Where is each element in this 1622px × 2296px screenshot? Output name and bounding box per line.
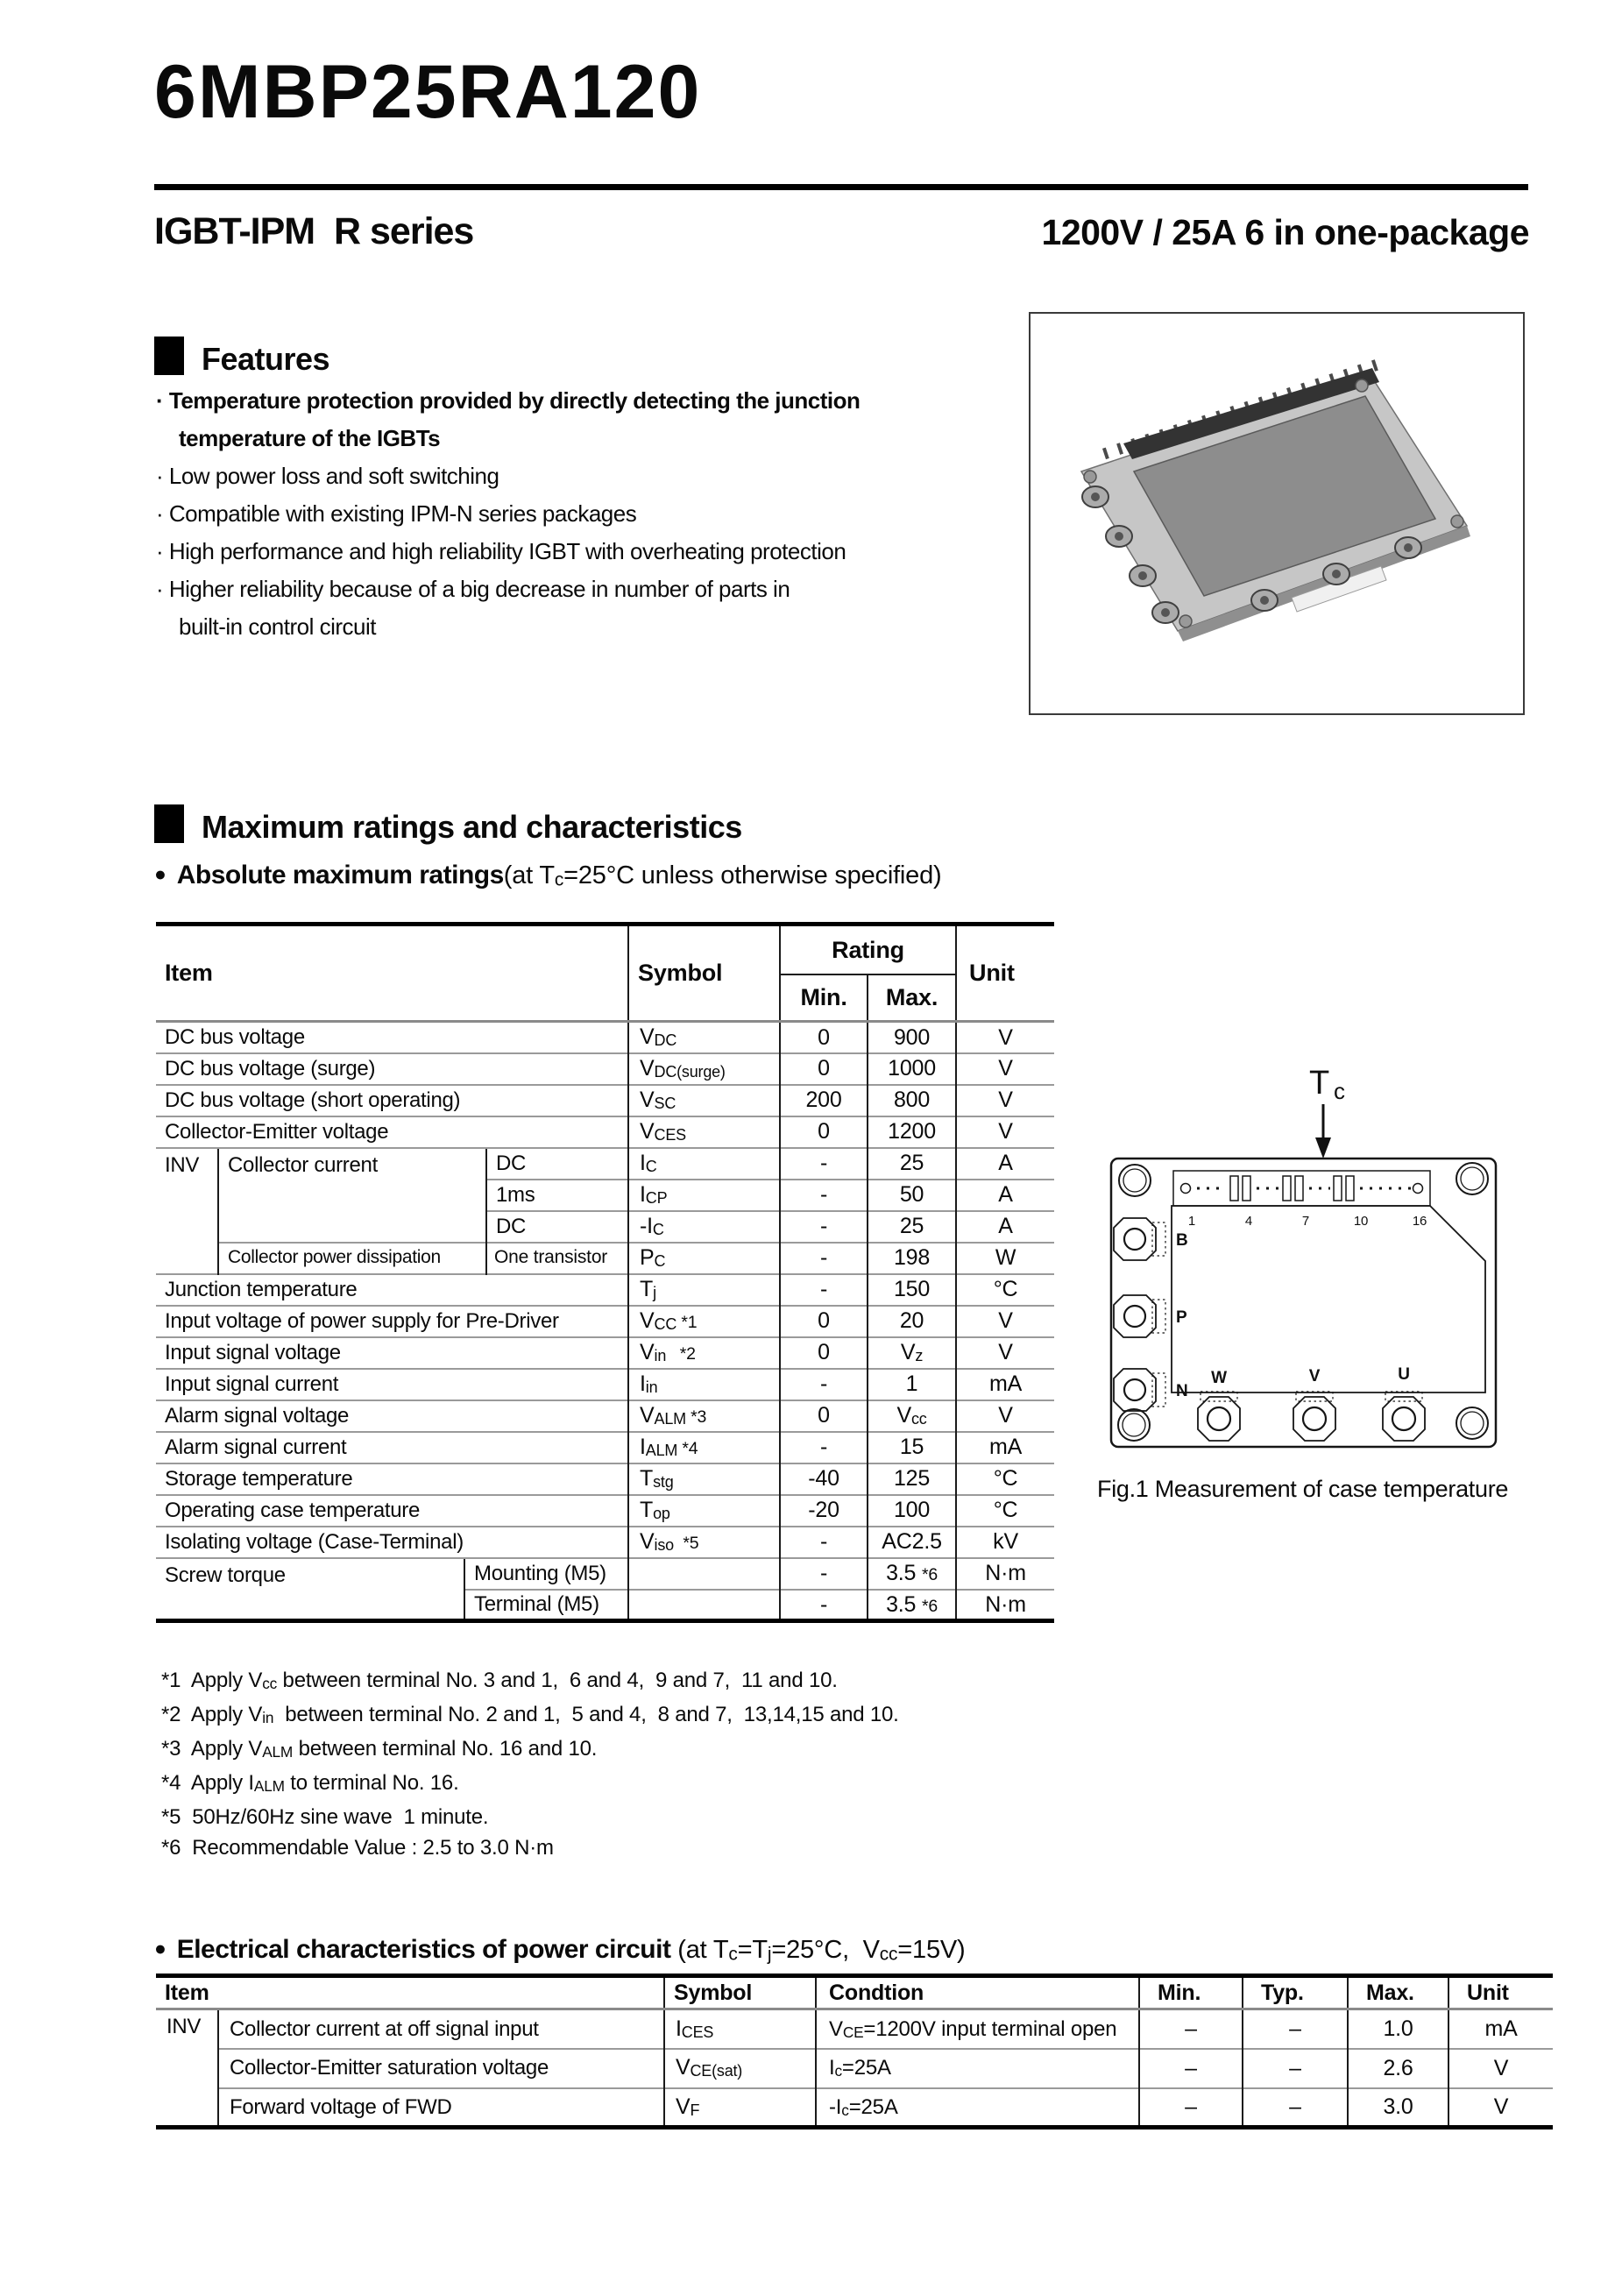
table-cell: - — [780, 1148, 868, 1180]
table-cell: 3.5 *6 — [868, 1590, 956, 1621]
table-cell: V — [956, 1116, 1054, 1148]
column-header-symbol: Symbol — [628, 925, 780, 1022]
table-row — [156, 1558, 1054, 1590]
table-cell: Top — [628, 1495, 780, 1527]
footnote: *6 Recommendable Value : 2.5 to 3.0 N·m — [161, 1836, 554, 1860]
table-row — [156, 1243, 1054, 1274]
table-cell: – — [1139, 2009, 1243, 2049]
fig1-drawing — [1085, 1039, 1576, 1478]
table-cell: V — [956, 1337, 1054, 1369]
footnote: *2 Apply Vin between terminal No. 2 and 1, 5 and 4, 8 and 7, 13,14,15 and 10. — [161, 1703, 899, 1727]
tc-annotation — [1309, 1065, 1345, 1159]
table-row — [156, 1148, 1054, 1180]
max-ratings-heading: Maximum ratings and characteristics — [202, 809, 742, 845]
table-cell: °C — [956, 1495, 1054, 1527]
table-cell: Input voltage of power supply for Pre-Driver — [156, 1306, 628, 1337]
table-cell: 150 — [868, 1274, 956, 1306]
table-cell: DC — [486, 1148, 628, 1180]
table-cell: Viso *5 — [628, 1527, 780, 1558]
column-header-max: Max. — [868, 974, 956, 1022]
table-cell: 20 — [868, 1306, 956, 1337]
footnote: *1 Apply Vcc between terminal No. 3 and 1, 6 and 4, 9 and 7, 11 and 10. — [161, 1669, 838, 1693]
feature-item: · Higher reliability because of a big decrease in number of parts in — [156, 576, 790, 602]
tc-label-sub: c — [1334, 1078, 1345, 1104]
table-cell: 125 — [868, 1463, 956, 1495]
table-cell: - — [780, 1369, 868, 1400]
table-cell: Operating case temperature — [156, 1495, 628, 1527]
feature-item: temperature of the IGBTs — [179, 425, 441, 451]
table-row — [156, 2088, 1553, 2128]
table-cell — [628, 1590, 780, 1621]
part-number-title: 6MBP25RA120 — [154, 50, 702, 134]
table-cell: Ic=25A — [816, 2049, 1139, 2088]
table-cell: 25 — [868, 1148, 956, 1180]
features-heading: Features — [202, 341, 330, 377]
table-cell: DC — [486, 1211, 628, 1243]
pin-number: 10 — [1353, 1214, 1369, 1229]
product-photo-frame — [1029, 312, 1525, 715]
table-cell: 900 — [868, 1022, 956, 1053]
table-cell: – — [1243, 2049, 1348, 2088]
module-outline — [1111, 1159, 1496, 1447]
table-cell: 800 — [868, 1085, 956, 1116]
table-cell: – — [1243, 2088, 1348, 2128]
table-cell: Vcc — [868, 1400, 956, 1432]
table-cell: – — [1139, 2049, 1243, 2088]
column-header-min: Min. — [1139, 1976, 1243, 2009]
table-cell: VCC *1 — [628, 1306, 780, 1337]
table-row — [156, 1022, 1054, 1053]
fig1-caption: Fig.1 Measurement of case temperature — [1097, 1476, 1509, 1502]
column-header-item: Item — [156, 1976, 664, 2009]
table-cell: Input signal voltage — [156, 1337, 628, 1369]
table-cell: Storage temperature — [156, 1463, 628, 1495]
table-cell: Collector-Emitter voltage — [156, 1116, 628, 1148]
table-cell: - — [780, 1527, 868, 1558]
table-cell: -40 — [780, 1463, 868, 1495]
table-cell: ICES — [664, 2009, 816, 2049]
table-row — [156, 2009, 1553, 2049]
table-cell: -IC — [628, 1211, 780, 1243]
column-header-unit: Unit — [956, 925, 1054, 1022]
table-cell: 100 — [868, 1495, 956, 1527]
table-row — [156, 1085, 1054, 1116]
table-cell: Collector-Emitter saturation voltage — [218, 2049, 664, 2088]
table-cell: Alarm signal voltage — [156, 1400, 628, 1432]
footnote: *3 Apply VALM between terminal No. 16 and 10. — [161, 1737, 598, 1761]
table-cell: - — [780, 1243, 868, 1274]
table-cell: 1 — [868, 1369, 956, 1400]
tc-arrow-head — [1315, 1137, 1331, 1159]
table-cell: VSC — [628, 1085, 780, 1116]
table-cell: DC bus voltage (surge) — [156, 1053, 628, 1085]
title-rule — [154, 184, 1528, 190]
table-cell: Mounting (M5) — [464, 1558, 628, 1590]
footnote: *5 50Hz/60Hz sine wave 1 minute. — [161, 1805, 489, 1830]
table-cell: 0 — [780, 1306, 868, 1337]
table-cell: 200 — [780, 1085, 868, 1116]
table-row — [156, 1400, 1054, 1432]
table-cell: -Ic=25A — [816, 2088, 1139, 2128]
table-cell: - — [780, 1432, 868, 1463]
table-cell: V — [956, 1306, 1054, 1337]
table-cell: INV — [156, 1148, 218, 1274]
terminal-label-w: W — [1211, 1369, 1227, 1387]
table-cell: Screw torque — [156, 1558, 464, 1621]
terminal-label-n: N — [1176, 1382, 1188, 1400]
features-list — [156, 382, 1023, 646]
feature-item: · Low power loss and soft switching — [156, 463, 499, 489]
table-cell: Vin *2 — [628, 1337, 780, 1369]
table-cell: kV — [956, 1527, 1054, 1558]
table-cell: Alarm signal current — [156, 1432, 628, 1463]
table-row — [156, 2049, 1553, 2088]
table-cell: Terminal (M5) — [464, 1590, 628, 1621]
table-row — [156, 1053, 1054, 1085]
table-cell: 0 — [780, 1053, 868, 1085]
table-cell: V — [1448, 2088, 1553, 2128]
table-cell: Vz — [868, 1337, 956, 1369]
table-cell: Collector current — [218, 1148, 486, 1243]
table-cell: - — [780, 1211, 868, 1243]
table-cell: VCES — [628, 1116, 780, 1148]
table-cell: 50 — [868, 1180, 956, 1211]
table-cell: 1000 — [868, 1053, 956, 1085]
column-header-unit: Unit — [1448, 1976, 1553, 2009]
table-cell: A — [956, 1148, 1054, 1180]
table-cell: DC bus voltage (short operating) — [156, 1085, 628, 1116]
table-cell: Input signal current — [156, 1369, 628, 1400]
electrical-subheading — [154, 1935, 965, 1966]
table-cell: A — [956, 1211, 1054, 1243]
tc-label: T — [1309, 1065, 1330, 1102]
table-cell: 0 — [780, 1400, 868, 1432]
table-row — [156, 1274, 1054, 1306]
terminal-label-u: U — [1398, 1365, 1410, 1384]
table-cell: – — [1139, 2088, 1243, 2128]
table-cell: N·m — [956, 1590, 1054, 1621]
table-cell: One transistor — [486, 1243, 628, 1274]
column-header-symbol: Symbol — [664, 1976, 816, 2009]
table-cell: INV — [166, 2015, 202, 2038]
table-cell: Collector current at off signal input — [218, 2009, 664, 2049]
table-cell: °C — [956, 1274, 1054, 1306]
table-cell: VCE(sat) — [664, 2049, 816, 2088]
feature-item: · Temperature protection provided by directly detecting the junction — [156, 387, 861, 414]
terminal-label-b: B — [1176, 1231, 1188, 1250]
table-cell: PC — [628, 1243, 780, 1274]
package-rating: 1200V / 25A 6 in one-package — [1041, 212, 1529, 252]
table-cell: 15 — [868, 1432, 956, 1463]
section-square-marker — [154, 804, 184, 843]
table-cell: Iin — [628, 1369, 780, 1400]
bullet-icon: ● — [154, 1937, 166, 1959]
table-cell: VDC(surge) — [628, 1053, 780, 1085]
table-cell: – — [1243, 2009, 1348, 2049]
table-cell: AC2.5 — [868, 1527, 956, 1558]
table-cell: 0 — [780, 1337, 868, 1369]
table-cell: 198 — [868, 1243, 956, 1274]
footnotes — [161, 1665, 899, 1863]
table-cell: V — [956, 1400, 1054, 1432]
table-cell: Junction temperature — [156, 1274, 628, 1306]
table-cell: N·m — [956, 1558, 1054, 1590]
table-cell: Forward voltage of FWD — [218, 2088, 664, 2128]
table-cell: 25 — [868, 1211, 956, 1243]
table-cell: V — [956, 1085, 1054, 1116]
table-cell: IC — [628, 1148, 780, 1180]
subheading-bold: Electrical characteristics of power circuit — [176, 1935, 678, 1964]
table-cell: 3.5 *6 — [868, 1558, 956, 1590]
table-cell: 1.0 — [1348, 2009, 1448, 2049]
table-cell: Collector power dissipation — [218, 1243, 486, 1274]
absolute-max-ratings-subheading — [154, 861, 942, 891]
table-cell: 1200 — [868, 1116, 956, 1148]
column-header-condition: Condtion — [816, 1976, 1139, 2009]
table-cell: 2.6 — [1348, 2049, 1448, 2088]
table-row — [156, 1432, 1054, 1463]
table-row — [156, 1369, 1054, 1400]
section-square-marker — [154, 337, 184, 375]
table-row — [156, 1337, 1054, 1369]
table-cell: V — [1448, 2049, 1553, 2088]
table-cell: Isolating voltage (Case-Terminal) — [156, 1527, 628, 1558]
table-cell: 1ms — [486, 1180, 628, 1211]
table-cell: 0 — [780, 1022, 868, 1053]
series-title: IGBT-IPM R series — [154, 210, 474, 252]
table-cell: °C — [956, 1463, 1054, 1495]
table-cell: VF — [664, 2088, 816, 2128]
column-header-min: Min. — [780, 974, 868, 1022]
table-cell: W — [956, 1243, 1054, 1274]
table-cell: V — [956, 1022, 1054, 1053]
table-cell: VALM *3 — [628, 1400, 780, 1432]
table-row — [156, 1463, 1054, 1495]
table-cell: - — [780, 1590, 868, 1621]
table-header-row — [156, 1976, 1553, 2009]
table-cell: - — [780, 1180, 868, 1211]
subheading-condition: (at Tc=25°C unless otherwise specified) — [503, 861, 942, 890]
table-cell: A — [956, 1180, 1054, 1211]
pin-number: 16 — [1412, 1214, 1427, 1229]
column-header-max: Max. — [1348, 1976, 1448, 2009]
subheading-condition: (at Tc=Tj=25°C, Vcc=15V) — [677, 1936, 966, 1965]
pin-number: 4 — [1244, 1214, 1253, 1229]
terminal-label-v: V — [1308, 1367, 1321, 1385]
product-photo — [1031, 314, 1523, 713]
feature-item: built-in control circuit — [179, 613, 376, 640]
table-cell: IALM *4 — [628, 1432, 780, 1463]
table-cell: 0 — [780, 1116, 868, 1148]
table-cell: - — [780, 1274, 868, 1306]
table-row — [156, 1527, 1054, 1558]
table-cell: ICP — [628, 1180, 780, 1211]
table-cell: -20 — [780, 1495, 868, 1527]
table-row — [156, 1306, 1054, 1337]
pin-number: 7 — [1301, 1214, 1310, 1229]
table-cell: Tj — [628, 1274, 780, 1306]
table-cell: mA — [956, 1432, 1054, 1463]
absolute-maximum-ratings-table — [156, 922, 1054, 1623]
subheading-bold: Absolute maximum ratings — [176, 861, 504, 889]
table-cell: V — [956, 1053, 1054, 1085]
table-cell: VCE=1200V input terminal open — [816, 2009, 1139, 2049]
terminal-label-p: P — [1176, 1308, 1187, 1327]
table-cell: VDC — [628, 1022, 780, 1053]
table-cell: - — [780, 1558, 868, 1590]
column-header-item: Item — [156, 925, 628, 1022]
column-header-rating: Rating — [780, 925, 956, 974]
table-cell: Tstg — [628, 1463, 780, 1495]
pin-number: 1 — [1187, 1214, 1196, 1229]
electrical-characteristics-table — [156, 1974, 1553, 2129]
table-cell — [628, 1558, 780, 1590]
table-cell: mA — [956, 1369, 1054, 1400]
feature-item: · High performance and high reliability IGBT with overheating protection — [156, 538, 846, 564]
column-header-typ: Typ. — [1243, 1976, 1348, 2009]
table-header-row — [156, 925, 1054, 974]
table-row — [156, 1495, 1054, 1527]
footnote: *4 Apply IALM to terminal No. 16. — [161, 1771, 459, 1796]
table-cell: 3.0 — [1348, 2088, 1448, 2128]
bullet-icon: ● — [154, 862, 166, 885]
table-row — [156, 1116, 1054, 1148]
feature-item: · Compatible with existing IPM-N series packages — [156, 500, 637, 527]
table-cell: DC bus voltage — [165, 1025, 305, 1050]
table-cell: mA — [1448, 2009, 1553, 2049]
